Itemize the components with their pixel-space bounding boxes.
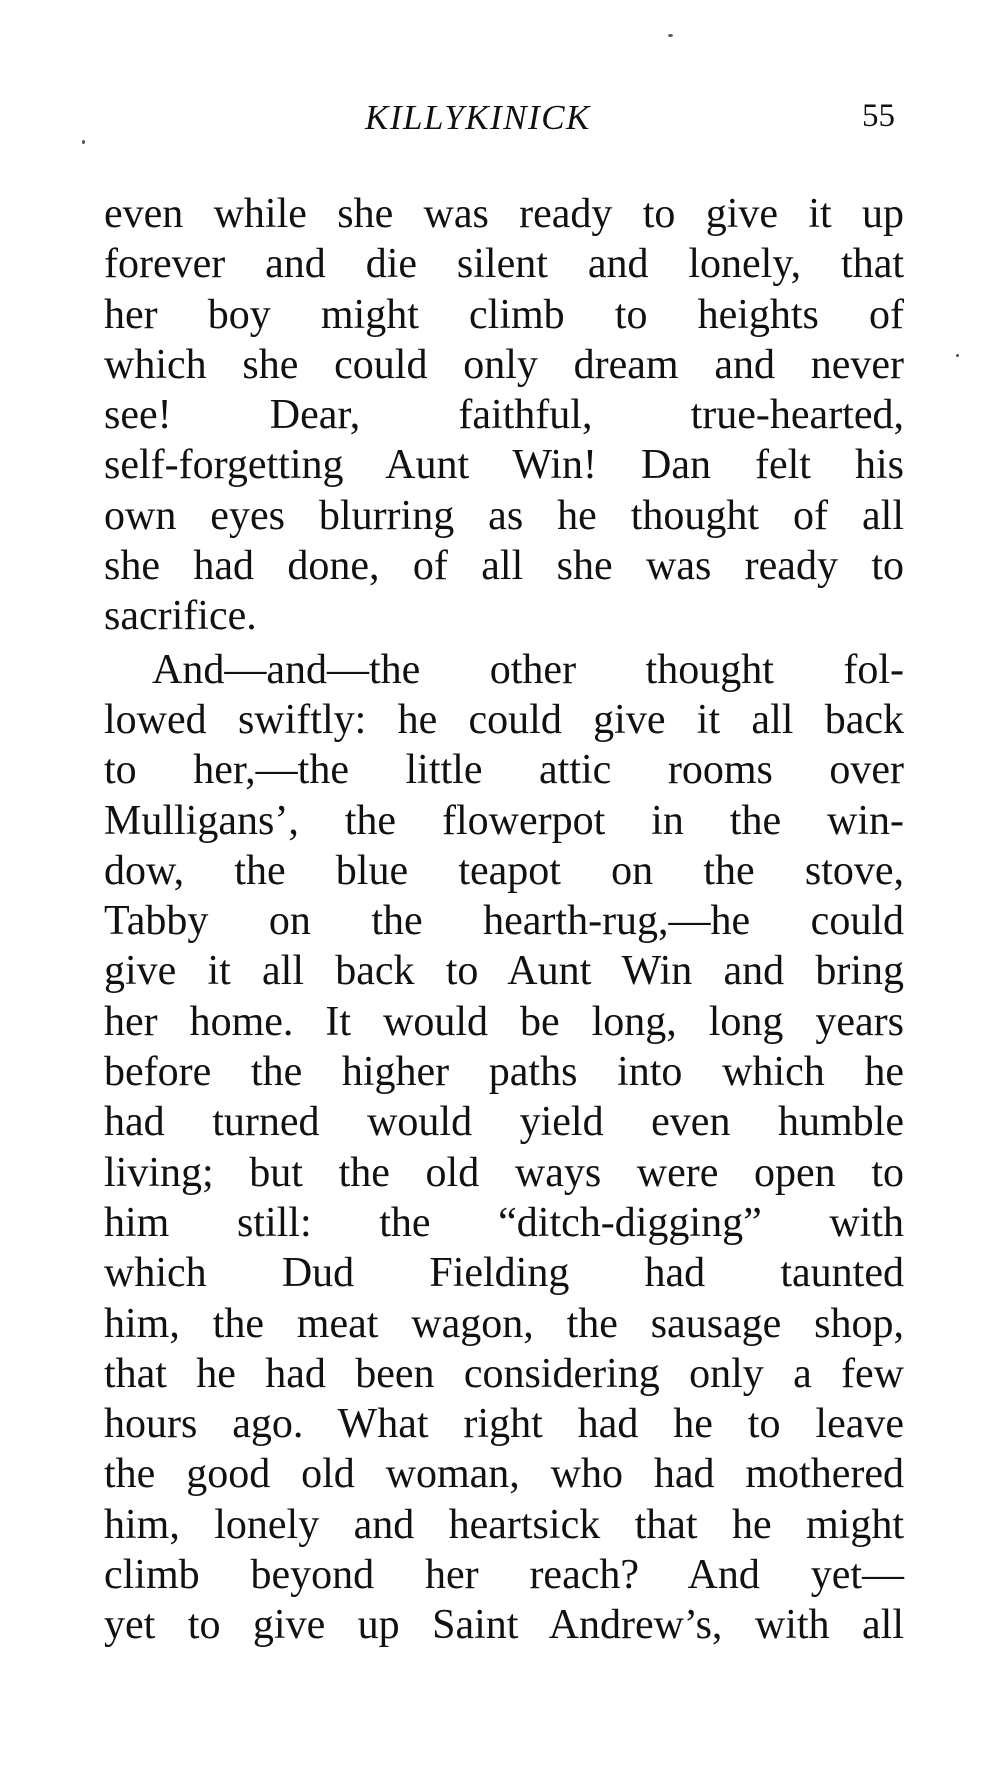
text-line: before the higher paths into which he	[104, 1049, 904, 1096]
text-line: him, the meat wagon, the sausage shop,	[104, 1300, 904, 1347]
text-line: even while she was ready to give it up	[104, 191, 904, 237]
text-line: give it all back to Aunt Win and bring	[104, 948, 904, 995]
running-title: KILLYKINICK	[365, 98, 591, 137]
text-line: living; but the old ways were open to	[104, 1149, 904, 1196]
text-line: Mulligans’, the flowerpot in the win-	[104, 797, 904, 844]
body-text	[104, 189, 904, 1651]
text-line: the good old woman, who had mothered	[104, 1451, 904, 1498]
text-line: him still: the “ditch-digging” with	[104, 1199, 904, 1246]
page-number: 55	[862, 98, 895, 134]
text-line: her boy might climb to heights of	[104, 291, 904, 338]
text-line: to her,—the little attic rooms over	[104, 747, 904, 794]
text-line: climb beyond her reach? And yet—	[104, 1552, 904, 1599]
paragraph	[104, 189, 904, 642]
text-line: him, lonely and heartsick that he might	[104, 1501, 904, 1548]
text-line: her home. It would be long, long years	[104, 998, 904, 1045]
paragraph	[104, 645, 904, 1651]
text-line: dow, the blue teapot on the stove,	[104, 847, 904, 894]
text-line: she had done, of all she was ready to	[104, 543, 904, 590]
text-line: own eyes blurring as he thought of all	[104, 492, 904, 539]
print-speck	[956, 354, 959, 357]
text-line: which Dud Fielding had taunted	[104, 1250, 904, 1297]
text-line: Tabby on the hearth-rug,—he could	[104, 898, 904, 945]
text-line: sacrifice.	[104, 593, 257, 640]
text-line: hours ago. What right had he to leave	[104, 1401, 904, 1448]
text-line: see! Dear, faithful, true-hearted,	[104, 392, 904, 439]
text-line: which she could only dream and never	[104, 341, 904, 388]
text-line: And—and—the other thought fol-	[152, 646, 904, 693]
print-speck	[668, 34, 673, 37]
text-line: self-forgetting Aunt Win! Dan felt his	[104, 442, 904, 489]
text-line: yet to give up Saint Andrew’s, with all	[104, 1602, 904, 1649]
text-line: that he had been considering only a few	[104, 1350, 904, 1397]
page-header	[0, 98, 995, 148]
text-line: had turned would yield even humble	[104, 1099, 904, 1146]
text-line: forever and die silent and lonely, that	[104, 241, 904, 288]
text-line: lowed swiftly: he could give it all back	[104, 696, 904, 743]
